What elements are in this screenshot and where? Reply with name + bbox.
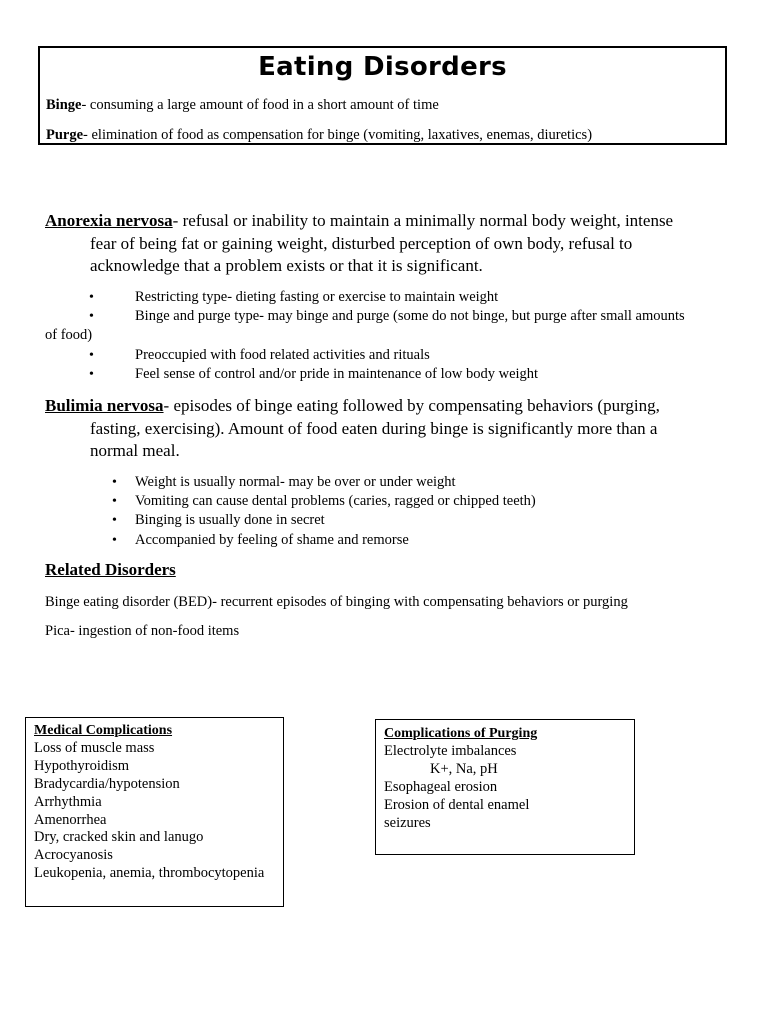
- list-item: Dry, cracked skin and lanugo: [34, 829, 204, 846]
- list-item-text-continued: of food): [45, 327, 93, 344]
- list-item: Leukopenia, anemia, thrombocytopenia: [34, 865, 265, 882]
- list-item: Electrolyte imbalances: [384, 742, 517, 759]
- page-title: Eating Disorders: [258, 52, 507, 82]
- anorexia-line-2: fear of being fat or gaining weight, disturbed perception of own body, refusal to: [90, 233, 633, 253]
- list-item: [45, 511, 725, 530]
- list-item-text: Vomiting can cause dental problems (caries, ragged or chipped teeth): [135, 493, 536, 510]
- list-item: Acrocyanosis: [34, 847, 113, 864]
- anorexia-line-3: acknowledge that a problem exists or that it is significant.: [90, 256, 483, 275]
- bulimia-bullet-list: [45, 473, 725, 550]
- header-box: [38, 46, 727, 145]
- list-item-text: Restricting type- dieting fasting or exercise to maintain weight: [135, 289, 499, 305]
- bullet-icon: •: [89, 290, 94, 305]
- anorexia-text-1: - refusal or inability to maintain a minimally normal body weight, intense: [172, 211, 674, 230]
- list-item: Bradycardia/hypotension: [34, 775, 180, 792]
- bullet-icon: •: [112, 532, 117, 548]
- list-item-text: Binging is usually done in secret: [135, 512, 325, 529]
- list-item: [45, 365, 725, 384]
- list-item: [45, 473, 725, 492]
- list-item-text: Preoccupied with food related activities and rituals: [135, 346, 430, 363]
- bulimia-paragraph: [45, 395, 715, 463]
- purge-definition: [46, 127, 592, 144]
- list-item: [45, 492, 725, 511]
- bullet-icon: •: [89, 309, 94, 325]
- bulimia-text-1: - episodes of binge eating followed by compensating behaviors (purging,: [163, 396, 660, 415]
- list-item: seizures: [384, 814, 431, 831]
- bullet-icon: •: [112, 494, 117, 510]
- list-item: [45, 531, 725, 550]
- list-item: Loss of muscle mass: [34, 739, 155, 756]
- medical-complications-title: Medical Complications: [34, 723, 173, 738]
- bulimia-line-1: [45, 395, 715, 418]
- bulimia-line-3: normal meal.: [90, 441, 180, 460]
- list-item: [45, 288, 725, 307]
- related-disorders-heading: Related Disorders: [45, 560, 176, 579]
- list-item: [45, 307, 725, 345]
- anorexia-line-1: [45, 210, 715, 233]
- bullet-icon: •: [112, 513, 117, 529]
- purge-text: - elimination of food as compensation for binge (vomiting, laxatives, enemas, diuretics): [83, 127, 593, 143]
- purging-complications-box: [375, 719, 635, 855]
- list-item: Arrhythmia: [34, 793, 102, 810]
- binge-term: Binge: [46, 97, 82, 113]
- bullet-icon: •: [112, 475, 117, 490]
- bulimia-term: Bulimia nervosa: [45, 396, 164, 415]
- list-item: Amenorrhea: [34, 811, 107, 828]
- list-item: Hypothyroidism: [34, 757, 130, 774]
- bullet-icon: •: [89, 366, 94, 382]
- list-item-text: Feel sense of control and/or pride in maintenance of low body weight: [135, 365, 539, 382]
- bullet-icon: •: [89, 347, 94, 363]
- list-item-text: Binge and purge type- may binge and purge (some do not binge, but purge after small amounts: [135, 308, 685, 325]
- anorexia-term: Anorexia nervosa: [45, 211, 173, 230]
- anorexia-paragraph: [45, 210, 715, 278]
- list-item-text: Accompanied by feeling of shame and remorse: [135, 531, 409, 548]
- binge-definition: [46, 97, 439, 114]
- list-item: K+, Na, pH: [430, 760, 498, 777]
- list-item-text: Weight is usually normal- may be over or under weight: [135, 474, 456, 490]
- medical-complications-box: [25, 717, 284, 907]
- list-item: Esophageal erosion: [384, 778, 498, 795]
- bulimia-line-2: fasting, exercising). Amount of food eaten during binge is significantly more than a: [90, 418, 658, 438]
- list-item: [45, 346, 725, 365]
- related-item-bed: Binge eating disorder (BED)- recurrent episodes of binging with compensating behaviors or purging: [45, 594, 628, 610]
- purging-complications-title: Complications of Purging: [384, 726, 538, 741]
- binge-text: - consuming a large amount of food in a short amount of time: [81, 97, 439, 113]
- related-item-pica: Pica- ingestion of non-food items: [45, 623, 240, 639]
- purge-term: Purge: [46, 127, 84, 143]
- anorexia-bullet-list: [45, 288, 725, 384]
- list-item: Erosion of dental enamel: [384, 796, 530, 813]
